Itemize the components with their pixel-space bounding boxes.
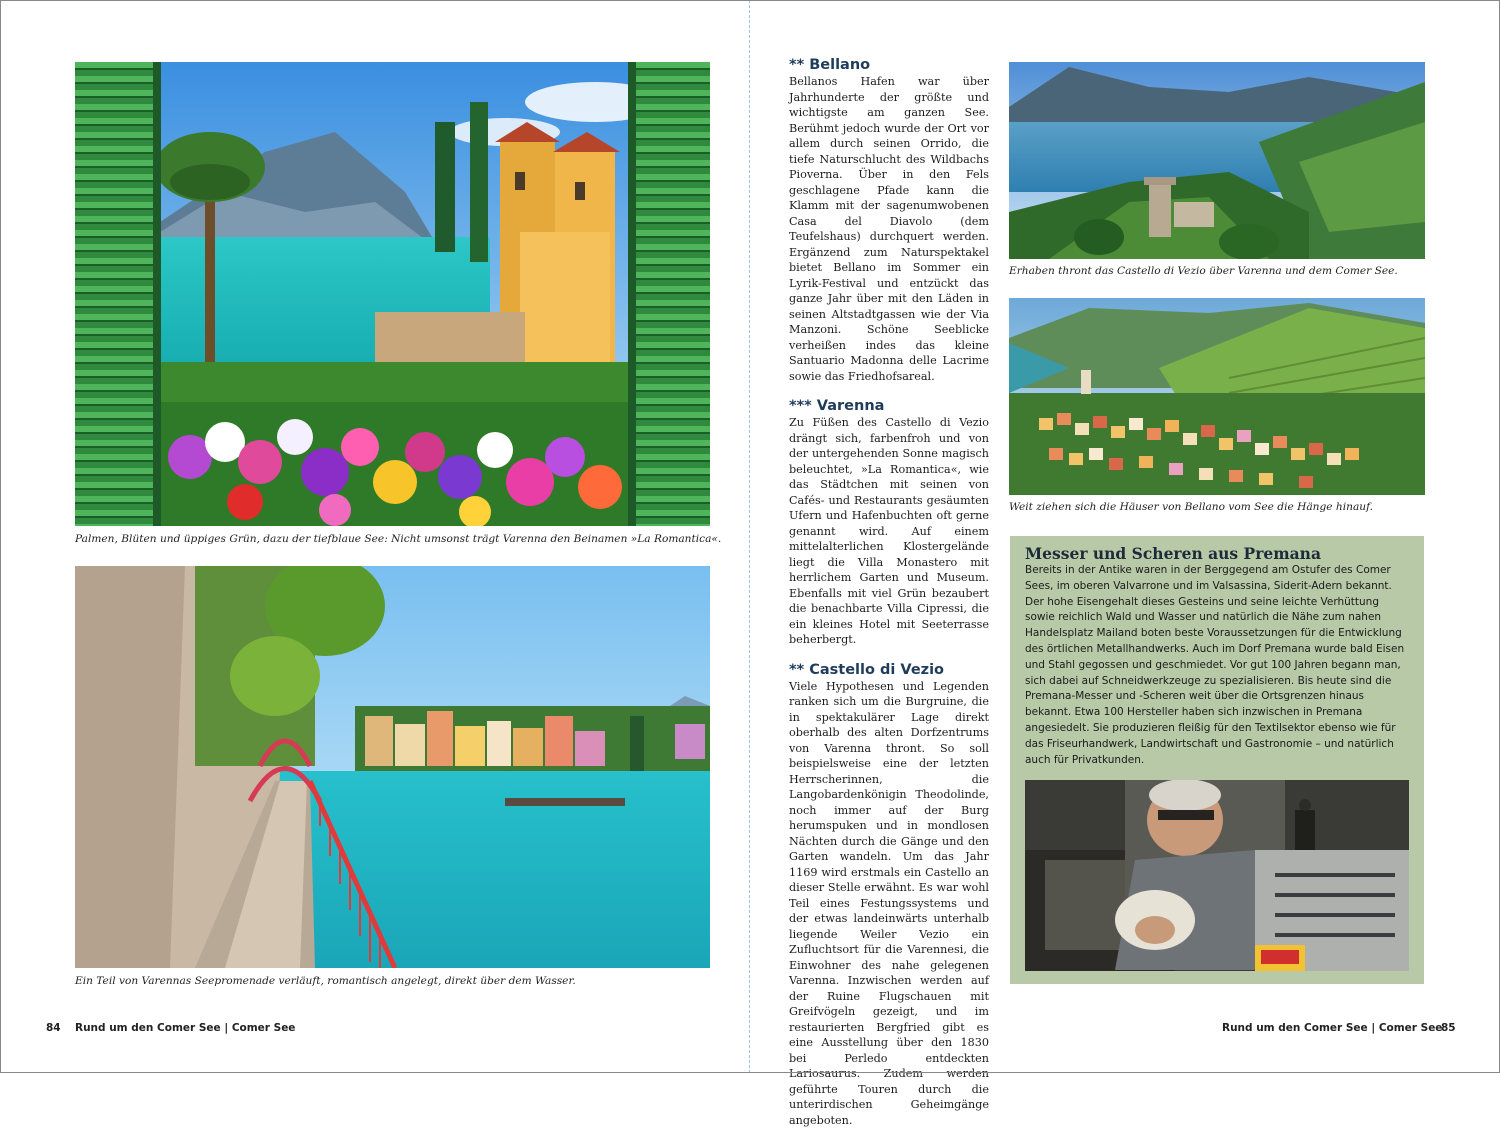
photo-1-caption: Palmen, Blüten und üppiges Grün, dazu der tiefblaue See: Nicht umsonst trägt Varenna den Beinamen »La Romantica«. [75,533,722,545]
info-box-title: Messer und Scheren aus Premana [1025,544,1321,563]
photo-3-caption: Erhaben thront das Castello di Vezio über Varenna und dem Comer See. [1009,265,1398,277]
photo-castello-di-vezio [1009,62,1425,259]
page-number-right: 85 [1441,1022,1456,1034]
photo-bellano-hillside [1009,298,1425,495]
photo-4-caption: Weit ziehen sich die Häuser von Bellano vom See die Hänge hinauf. [1009,501,1373,513]
page-number-left: 84 [46,1022,61,1034]
section-heading-castello: ** Castello di Vezio [789,661,945,678]
photo-varenna-window-view [75,62,710,526]
photo-knife-craftsman [1025,780,1409,971]
section-body-varenna: Zu Füßen des Castello di Vezio drängt sich, farbenfroh und von der untergehenden Sonne magisch beleuchtet, »La Romantica«, wie das Städtchen mit seinen von Cafés- und Restaurants gesäumten Ufern und Hafenbuchten oft gerne genannt wird. Auf einem mittelalterlichen Klostergelände liegt die Villa Monastero mit herrlichem Garten und Museum. Ebenfalls mit viel Grün bezaubert die benachbarte Villa Cipressi, die ein kleines Hotel mit Seeterrasse beherbergt. [789,416,989,646]
section-bellano [789,56,989,384]
section-body-castello: Viele Hypothesen und Legenden ranken sich um die Burgruine, die in spektakulärer Lage direkt oberhalb des alten Dorfzentrums von Varenna thront. So soll beispielsweise eine der letzten Herrscherinnen, die Langobardenkönigin Theodolinde, noch immer auf der Burg herumspuken und in mondlosen Nächten durch die Gänge und den Garten wandeln. Um das Jahr 1169 wird erstmals ein Castello an dieser Stelle erwähnt. Es war wohl Teil eines Festungssystems und der etwas landeinwärts unterhalb liegende Weiler Vezio ein Zufluchtsort für die Varennesi, die Einwohner des nahe gelegenen Varenna. Inzwischen werden auf der Ruine Flugschauen mit Greifvögeln gezeigt, und im restaurierten Bergfried gibt es eine Ausstellung über den 1830 bei Perledo entdeckten Lariosaurus. Zudem werden geführte Touren durch die unterirdischen Geheimgänge angeboten. [789,679,989,1127]
photo-varenna-promenade [75,566,710,968]
running-head-left: Rund um den Comer See | Comer See [75,1022,296,1034]
info-box-body: Bereits in der Antike waren in der Berggegend am Ostufer des Comer Sees, im oberen Valvarrone und im Valsassina, Siderit-Adern bekannt. Der hohe Eisengehalt dieses Gesteins und seine leichte Verhüttung sowie reichlich Wald und Wasser und natürlich die Nähe zum nahen Handelsplatz Mailand boten beste Voraussetzungen für die Entwicklung des örtlichen Metallhandwerks. Auch im Dorf Premana wurde bald Eisen und Stahl gegossen und geschmiedet. Vor gut 100 Jahren begann man, sich dabei auf Schneidwerkzeuge zu spezialisieren. Bis heute sind die Premana-Messer und -Scheren weit über die Ortsgrenzen hinaus bekannt. Etwa 100 Hersteller haben sich inzwischen in Premana angesiedelt. Sie produzieren fleißig für den Textilsektor ebenso wie für das Friseurhandwerk, Landwirtschaft und Gastronomie – und natürlich auch für Privatkunden. [1025,564,1405,766]
left-page [0,0,749,1073]
section-heading-bellano: ** Bellano [789,57,871,73]
info-box-premana [1010,536,1424,984]
right-page [751,0,1500,1127]
section-castello-di-vezio [789,661,989,1129]
section-varenna [789,397,989,648]
section-body-bellano: Bellanos Hafen war über Jahrhunderte der größte und wichtigste am ganzen See. Berühmt jedoch wurde der Ort vor allem durch seinen Orrido, die tiefe Naturschlucht des Wildbachs Pioverna. Über in den Fels geschlagene Pfade kann die Klamm mit der sagenumwobenen Casa del Diavolo (dem Teufelshaus) durchquert werden. Ergänzend zum Naturspektakel bietet Bellano im Sommer ein Lyrik-Festival und entzückt das ganze Jahr über mit den Läden in seinen Altstadtgassen wie der Via Manzoni. Schöne Seeblicke verheißen indes das kleine Santuario Madonna delle Lacrime sowie das Friedhofsareal. [789,75,989,383]
photo-2-caption: Ein Teil von Varennas Seepromenade verläuft, romantisch angelegt, direkt über dem Wasser. [75,975,576,987]
section-heading-varenna: *** Varenna [789,398,885,414]
main-text-column [789,56,989,1141]
running-head-right: Rund um den Comer See | Comer See [1222,1022,1443,1034]
